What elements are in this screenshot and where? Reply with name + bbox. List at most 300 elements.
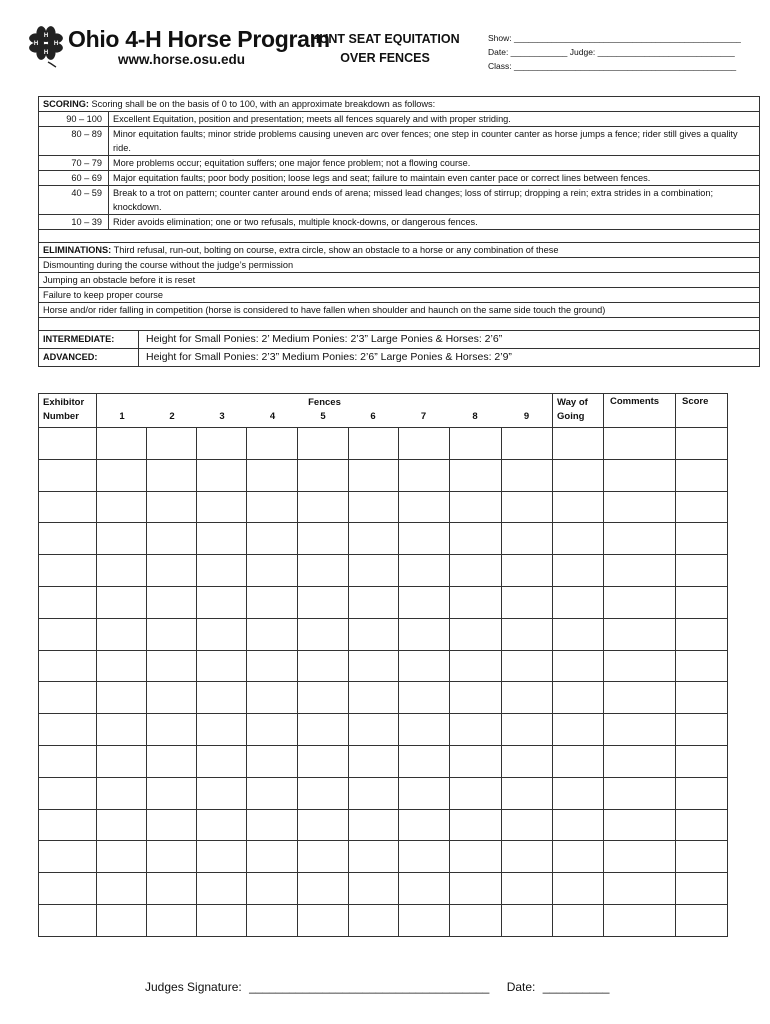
date-judge-field[interactable]: Date: ____________ Judge: _____________________________: [488, 47, 735, 57]
entry-cell[interactable]: [147, 555, 197, 587]
entry-cell[interactable]: [197, 745, 247, 777]
entry-cell[interactable]: [553, 491, 604, 523]
score-description: Major equitation faults; poor body position; loose legs and seat; failure to maintain even canter pace or correct lines between fences.: [113, 173, 651, 183]
entry-cell[interactable]: [97, 555, 147, 587]
entry-cell[interactable]: [501, 873, 552, 905]
entry-cell[interactable]: [604, 841, 676, 873]
entry-row: [39, 618, 728, 650]
entry-cell[interactable]: [398, 904, 449, 936]
entry-cell[interactable]: [298, 650, 348, 682]
elimination-item: Dismounting during the course without the judge’s permission: [39, 258, 759, 273]
entry-cell[interactable]: [676, 555, 728, 587]
eliminations-label: ELIMINATIONS:: [43, 245, 112, 255]
show-field[interactable]: Show: ________________________________________________: [488, 33, 741, 43]
entry-row: [39, 682, 728, 714]
entry-cell[interactable]: [247, 841, 298, 873]
entry-cell[interactable]: [604, 904, 676, 936]
entry-cell[interactable]: [97, 745, 147, 777]
entry-cell[interactable]: [39, 904, 97, 936]
fence-number: 3: [219, 411, 225, 422]
entry-cell[interactable]: [348, 428, 398, 460]
document-title: [300, 30, 470, 68]
entry-cell[interactable]: [147, 491, 197, 523]
entry-cell[interactable]: [247, 459, 298, 491]
entry-cell[interactable]: [604, 618, 676, 650]
fences-header: [97, 394, 553, 428]
entry-cell[interactable]: [348, 873, 398, 905]
entry-cell[interactable]: [398, 841, 449, 873]
score-description: More problems occur; equitation suffers; one major fence problem; not a flowing course.: [113, 158, 471, 168]
fence-number: 4: [269, 411, 276, 422]
exhibitor-header-line2: Number: [43, 411, 79, 422]
entry-cell[interactable]: [348, 491, 398, 523]
entry-cell[interactable]: [604, 555, 676, 587]
entry-cell[interactable]: [553, 777, 604, 809]
entry-cell[interactable]: [97, 650, 147, 682]
entry-cell[interactable]: [147, 682, 197, 714]
scoring-header: [39, 97, 759, 112]
entry-cell[interactable]: [676, 523, 728, 555]
entry-cell[interactable]: [298, 428, 348, 460]
four-leaf-clover-logo: [28, 22, 64, 68]
entry-cell[interactable]: [604, 809, 676, 841]
entry-cell[interactable]: [97, 491, 147, 523]
entry-cell[interactable]: [604, 714, 676, 746]
scoring-row: [39, 127, 759, 156]
entry-cell[interactable]: [553, 523, 604, 555]
entry-row: [39, 745, 728, 777]
class-field[interactable]: Class: _______________________________________________: [488, 61, 737, 71]
elimination-item: Failure to keep proper course: [39, 288, 759, 303]
entry-cell[interactable]: [501, 555, 552, 587]
entry-cell[interactable]: [197, 682, 247, 714]
score-range: 60 – 69: [39, 171, 109, 185]
entry-cell[interactable]: [604, 682, 676, 714]
entry-cell[interactable]: [553, 586, 604, 618]
entry-cell[interactable]: [247, 745, 298, 777]
entry-cell[interactable]: [247, 428, 298, 460]
score-description: Minor equitation faults; minor stride problems causing uneven arc over fences; one step in counter canter as horse jumps a fence; rider still gives a quality ride.: [113, 129, 738, 153]
score-range: 10 – 39: [39, 215, 109, 229]
entry-cell[interactable]: [604, 459, 676, 491]
entry-row: [39, 904, 728, 936]
entry-cell[interactable]: [449, 459, 501, 491]
entry-cell[interactable]: [197, 904, 247, 936]
document-title-line2: OVER FENCES: [340, 51, 430, 65]
entry-cell[interactable]: [298, 618, 348, 650]
entry-cell[interactable]: [298, 809, 348, 841]
elimination-item: Jumping an obstacle before it is reset: [39, 273, 759, 288]
signature-date-field[interactable]: __________: [542, 980, 610, 994]
entry-cell[interactable]: [97, 904, 147, 936]
entry-row: [39, 555, 728, 587]
entry-cell[interactable]: [449, 714, 501, 746]
entry-cell[interactable]: [676, 904, 728, 936]
entry-cell[interactable]: [398, 586, 449, 618]
entry-cell[interactable]: [553, 428, 604, 460]
entry-cell[interactable]: [501, 809, 552, 841]
entry-cell[interactable]: [676, 586, 728, 618]
entry-cell[interactable]: [553, 682, 604, 714]
entry-cell[interactable]: [348, 777, 398, 809]
entry-cell[interactable]: [97, 618, 147, 650]
entry-cell[interactable]: [604, 523, 676, 555]
level-name: ADVANCED:: [39, 349, 139, 366]
entry-cell[interactable]: [501, 682, 552, 714]
entry-cell[interactable]: [147, 618, 197, 650]
entry-cell[interactable]: [449, 745, 501, 777]
entry-cell[interactable]: [197, 555, 247, 587]
score-description: Excellent Equitation, position and presentation; meets all fences squarely and with proper striding.: [113, 114, 511, 124]
entry-cell[interactable]: [449, 491, 501, 523]
entry-cell[interactable]: [553, 841, 604, 873]
entry-cell[interactable]: [298, 904, 348, 936]
entry-cell[interactable]: [348, 459, 398, 491]
entry-cell[interactable]: [676, 682, 728, 714]
scoring-intro: Scoring shall be on the basis of 0 to 100, with an approximate breakdown as follows:: [88, 99, 436, 109]
scoring-row: [39, 112, 759, 127]
entry-cell[interactable]: [553, 809, 604, 841]
entry-cell[interactable]: [449, 841, 501, 873]
entry-cell[interactable]: [398, 745, 449, 777]
entry-cell[interactable]: [247, 873, 298, 905]
entry-cell[interactable]: [553, 745, 604, 777]
entry-cell[interactable]: [449, 618, 501, 650]
entry-cell[interactable]: [39, 650, 97, 682]
entry-cell[interactable]: [348, 650, 398, 682]
entry-cell[interactable]: [676, 841, 728, 873]
entry-cell[interactable]: [247, 618, 298, 650]
entry-row: [39, 873, 728, 905]
entry-cell[interactable]: [501, 841, 552, 873]
entry-row: [39, 491, 728, 523]
entry-cell[interactable]: [398, 809, 449, 841]
entry-cell[interactable]: [553, 650, 604, 682]
entry-cell[interactable]: [247, 777, 298, 809]
document-title-line1: HUNT SEAT EQUITATION: [310, 32, 460, 46]
entry-cell[interactable]: [97, 523, 147, 555]
score-range: 90 – 100: [39, 112, 109, 126]
entry-cell[interactable]: [553, 618, 604, 650]
entry-row: [39, 428, 728, 460]
comments-header: Comments: [604, 394, 676, 428]
entry-cell[interactable]: [348, 809, 398, 841]
entry-cell[interactable]: [676, 745, 728, 777]
entry-cell[interactable]: [147, 586, 197, 618]
score-range: 80 – 89: [39, 127, 109, 155]
entry-cell[interactable]: [97, 682, 147, 714]
entry-cell[interactable]: [348, 714, 398, 746]
entry-cell[interactable]: [501, 650, 552, 682]
entry-cell[interactable]: [676, 873, 728, 905]
entry-row: [39, 650, 728, 682]
entry-cell[interactable]: [398, 873, 449, 905]
fence-number: 7: [420, 411, 427, 422]
entry-cell[interactable]: [97, 459, 147, 491]
fence-number: 9: [523, 411, 530, 422]
entry-cell[interactable]: [97, 586, 147, 618]
entry-cell[interactable]: [398, 777, 449, 809]
entry-cell[interactable]: [39, 523, 97, 555]
entry-cell[interactable]: [39, 428, 97, 460]
signature-section: [145, 980, 613, 994]
entry-cell[interactable]: [398, 459, 449, 491]
entry-cell[interactable]: [298, 841, 348, 873]
entry-cell[interactable]: [553, 555, 604, 587]
svg-text:H: H: [53, 41, 59, 47]
entry-cell[interactable]: [449, 523, 501, 555]
entry-cell[interactable]: [197, 523, 247, 555]
entry-cell[interactable]: [553, 714, 604, 746]
scoring-label: SCORING:: [43, 99, 89, 109]
eliminations-intro: Third refusal, run-out, bolting on course, extra circle, show an obstacle to a horse or any combination of these: [111, 245, 559, 255]
score-description: Rider avoids elimination; one or two refusals, multiple knock-downs, or dangerous fences.: [113, 217, 478, 227]
entry-cell[interactable]: [247, 714, 298, 746]
entry-cell[interactable]: [676, 618, 728, 650]
entry-cell[interactable]: [298, 555, 348, 587]
entry-cell[interactable]: [398, 714, 449, 746]
entry-cell[interactable]: [197, 650, 247, 682]
scoring-row: [39, 215, 759, 230]
entry-cell[interactable]: [247, 491, 298, 523]
entry-cell[interactable]: [348, 682, 398, 714]
scoring-row: [39, 156, 759, 171]
entry-cell[interactable]: [298, 777, 348, 809]
entry-cell[interactable]: [398, 618, 449, 650]
entry-cell[interactable]: [39, 873, 97, 905]
entry-cell[interactable]: [676, 809, 728, 841]
entry-cell[interactable]: [604, 428, 676, 460]
table-header-row: [39, 394, 728, 428]
entry-cell[interactable]: [147, 714, 197, 746]
svg-text:H: H: [43, 33, 49, 39]
entry-cell[interactable]: [97, 873, 147, 905]
fence-number: 8: [472, 411, 478, 422]
entry-cell[interactable]: [501, 428, 552, 460]
level-row-advanced: [39, 349, 759, 366]
entry-cell[interactable]: [197, 777, 247, 809]
scoring-row: [39, 186, 759, 215]
entry-cell[interactable]: [147, 841, 197, 873]
entry-cell[interactable]: [147, 904, 197, 936]
entry-cell[interactable]: [247, 650, 298, 682]
entry-cell[interactable]: [398, 428, 449, 460]
entry-cell[interactable]: [147, 650, 197, 682]
entry-cell[interactable]: [147, 777, 197, 809]
entry-cell[interactable]: [97, 841, 147, 873]
entry-cell[interactable]: [197, 586, 247, 618]
entry-row: [39, 714, 728, 746]
entry-cell[interactable]: [449, 555, 501, 587]
entry-cell[interactable]: [449, 650, 501, 682]
entry-cell[interactable]: [147, 809, 197, 841]
entry-cell[interactable]: [398, 555, 449, 587]
entry-cell[interactable]: [553, 904, 604, 936]
score-description: Break to a trot on pattern; counter canter around ends of arena; missed lead changes; loss of stirrup; dropping a rein; extra strides in a combination; knockdown.: [113, 188, 714, 212]
entry-cell[interactable]: [298, 682, 348, 714]
entry-cell[interactable]: [147, 745, 197, 777]
entry-cell[interactable]: [197, 491, 247, 523]
entry-cell[interactable]: [348, 523, 398, 555]
entry-row: [39, 523, 728, 555]
entry-cell[interactable]: [604, 745, 676, 777]
entry-cell[interactable]: [449, 428, 501, 460]
entry-cell[interactable]: [676, 650, 728, 682]
entry-cell[interactable]: [298, 873, 348, 905]
entry-cell[interactable]: [348, 555, 398, 587]
entry-cell[interactable]: [298, 491, 348, 523]
entry-cell[interactable]: [147, 523, 197, 555]
entry-cell[interactable]: [97, 777, 147, 809]
entry-cell[interactable]: [197, 841, 247, 873]
elimination-item: Horse and/or rider falling in competition (horse is considered to have fallen when shoulder and haunch on the same side touch the ground): [39, 303, 759, 318]
entry-cell[interactable]: [298, 586, 348, 618]
entry-cell[interactable]: [348, 745, 398, 777]
score-grid-table: [38, 393, 728, 937]
entry-cell[interactable]: [39, 777, 97, 809]
judges-signature-label: Judges Signature:: [145, 980, 242, 994]
fence-number: 5: [320, 411, 326, 422]
fence-numbers: [97, 410, 552, 424]
entry-cell[interactable]: [501, 904, 552, 936]
program-title: Ohio 4-H Horse Program: [68, 26, 330, 52]
entry-cell[interactable]: [197, 618, 247, 650]
fences-label: Fences: [308, 397, 341, 408]
entry-cell[interactable]: [39, 714, 97, 746]
entry-cell[interactable]: [39, 809, 97, 841]
entry-cell[interactable]: [247, 904, 298, 936]
entry-cell[interactable]: [501, 491, 552, 523]
entry-cell[interactable]: [147, 459, 197, 491]
entry-cell[interactable]: [604, 650, 676, 682]
level-heights: Height for Small Ponies: 2’3” Medium Ponies: 2’6” Large Ponies & Horses: 2’9”: [146, 351, 512, 363]
exhibitor-number-header: [39, 394, 97, 428]
fence-number: 2: [169, 411, 175, 422]
score-grid-body: [39, 428, 728, 937]
entry-cell[interactable]: [247, 682, 298, 714]
entry-cell[interactable]: [348, 618, 398, 650]
entry-cell[interactable]: [676, 428, 728, 460]
entry-cell[interactable]: [449, 873, 501, 905]
entry-cell[interactable]: [97, 428, 147, 460]
entry-cell[interactable]: [247, 809, 298, 841]
svg-text:H: H: [33, 41, 39, 47]
entry-cell[interactable]: [39, 459, 97, 491]
entry-row: [39, 586, 728, 618]
level-name: INTERMEDIATE:: [39, 331, 139, 348]
entry-cell[interactable]: [247, 586, 298, 618]
entry-cell[interactable]: [501, 777, 552, 809]
entry-cell[interactable]: [298, 714, 348, 746]
eliminations-header: [39, 243, 759, 258]
entry-cell[interactable]: [39, 618, 97, 650]
entry-cell[interactable]: [197, 873, 247, 905]
entry-row: [39, 809, 728, 841]
entry-cell[interactable]: [39, 841, 97, 873]
entry-cell[interactable]: [298, 745, 348, 777]
entry-cell[interactable]: [147, 428, 197, 460]
entry-cell[interactable]: [398, 523, 449, 555]
entry-cell[interactable]: [501, 523, 552, 555]
entry-cell[interactable]: [97, 809, 147, 841]
entry-cell[interactable]: [449, 809, 501, 841]
signature-date-label: Date:: [506, 980, 536, 994]
entry-cell[interactable]: [501, 745, 552, 777]
entry-cell[interactable]: [398, 491, 449, 523]
entry-cell[interactable]: [398, 650, 449, 682]
entry-cell[interactable]: [197, 459, 247, 491]
way-of-going-header: [553, 394, 604, 428]
entry-cell[interactable]: [348, 841, 398, 873]
entry-row: [39, 841, 728, 873]
entry-cell[interactable]: [147, 873, 197, 905]
entry-cell[interactable]: [247, 555, 298, 587]
entry-cell[interactable]: [247, 523, 298, 555]
entry-cell[interactable]: [298, 459, 348, 491]
show-info-fields: [488, 31, 741, 73]
entry-cell[interactable]: [676, 459, 728, 491]
entry-cell[interactable]: [197, 714, 247, 746]
entry-cell[interactable]: [298, 523, 348, 555]
entry-cell[interactable]: [676, 777, 728, 809]
entry-cell[interactable]: [39, 491, 97, 523]
entry-cell[interactable]: [553, 873, 604, 905]
entry-cell[interactable]: [604, 873, 676, 905]
exhibitor-header-line1: Exhibitor: [43, 397, 85, 408]
way-header-line2: Going: [557, 411, 585, 422]
entry-cell[interactable]: [501, 459, 552, 491]
program-url[interactable]: www.horse.osu.edu: [118, 52, 246, 67]
entry-cell[interactable]: [449, 777, 501, 809]
entry-cell[interactable]: [97, 714, 147, 746]
entry-cell[interactable]: [449, 586, 501, 618]
entry-row: [39, 777, 728, 809]
entry-cell[interactable]: [449, 904, 501, 936]
entry-cell[interactable]: [39, 682, 97, 714]
entry-cell[interactable]: [348, 586, 398, 618]
entry-cell[interactable]: [604, 491, 676, 523]
entry-cell[interactable]: [553, 459, 604, 491]
entry-cell[interactable]: [348, 904, 398, 936]
spacer-row: [39, 230, 759, 243]
entry-cell[interactable]: [501, 618, 552, 650]
spacer-row: [39, 318, 759, 331]
entry-cell[interactable]: [398, 682, 449, 714]
scoring-row: [39, 171, 759, 186]
entry-cell[interactable]: [501, 714, 552, 746]
entry-cell[interactable]: [197, 809, 247, 841]
judges-signature-field[interactable]: ____________________________________: [249, 980, 490, 994]
entry-cell[interactable]: [604, 777, 676, 809]
way-header-line1: Way of: [557, 397, 588, 408]
entry-cell[interactable]: [449, 682, 501, 714]
entry-cell[interactable]: [197, 428, 247, 460]
entry-cell[interactable]: [676, 714, 728, 746]
svg-text:H: H: [43, 50, 49, 56]
level-row-intermediate: [39, 331, 759, 349]
entry-cell[interactable]: [39, 555, 97, 587]
score-header: Score: [676, 394, 728, 428]
entry-cell[interactable]: [676, 491, 728, 523]
level-heights: Height for Small Ponies: 2’ Medium Ponies: 2’3” Large Ponies & Horses: 2’6”: [146, 333, 503, 345]
entry-cell[interactable]: [39, 745, 97, 777]
score-range: 40 – 59: [39, 186, 109, 214]
entry-cell[interactable]: [501, 586, 552, 618]
entry-cell[interactable]: [604, 586, 676, 618]
fence-number: 6: [370, 411, 376, 422]
fence-number: 1: [119, 411, 125, 422]
entry-cell[interactable]: [39, 586, 97, 618]
